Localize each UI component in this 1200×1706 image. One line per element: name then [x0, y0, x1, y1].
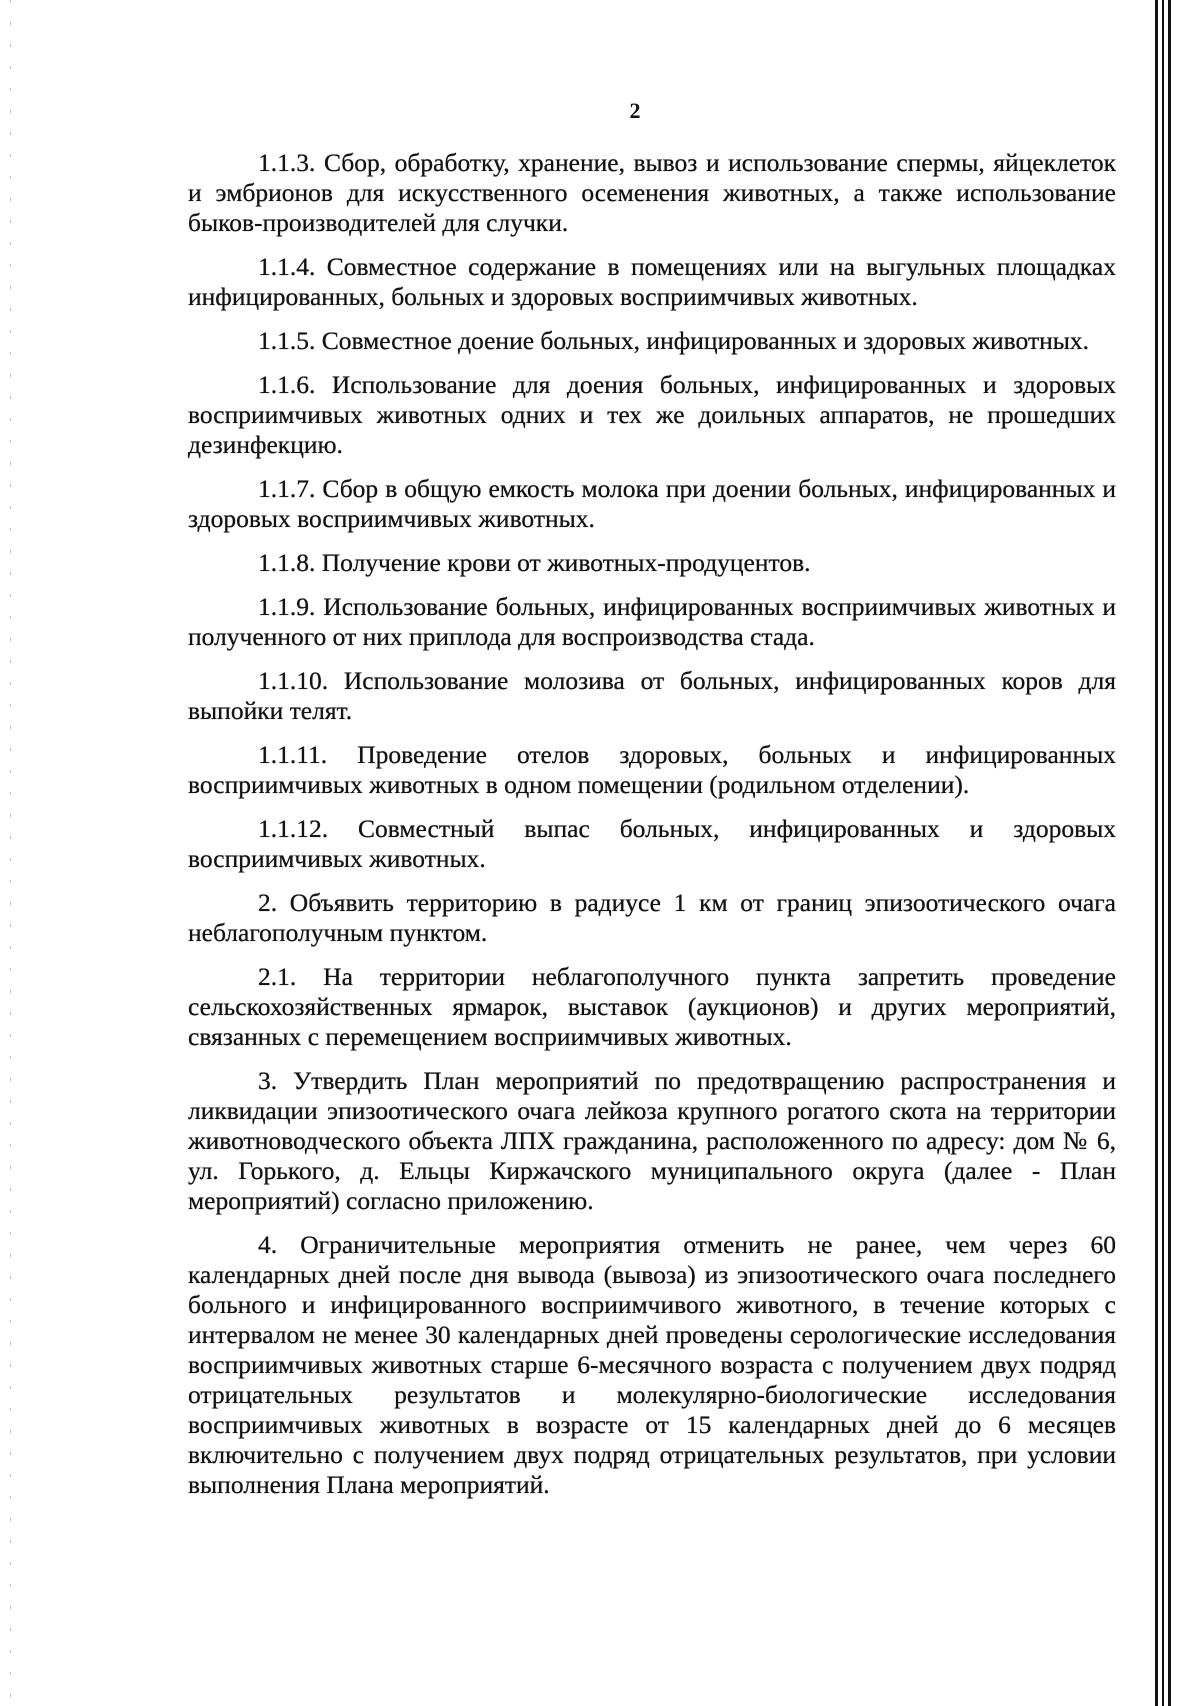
- paragraph-1-1-10: 1.1.10. Использование молозива от больных, инфицированных коров для выпойки телят.: [188, 666, 1116, 725]
- paragraph-2: 2. Объявить территорию в радиусе 1 км от границ эпизоотического очага неблагополучным пунктом.: [188, 888, 1116, 947]
- scan-edge-noise: [10, 0, 11, 1706]
- document-body: [188, 148, 1116, 1514]
- paragraph-1-1-9: 1.1.9. Использование больных, инфицированных восприимчивых животных и полученного от них приплода для воспроизводства стада.: [188, 592, 1116, 651]
- paragraph-3: 3. Утвердить План мероприятий по предотвращению распространения и ликвидации эпизоотического очага лейкоза крупного рогатого скота на территории животноводческого объекта ЛПХ гражданина, расположенного по адресу: дом № 6, ул. Горького, д. Ельцы Киржачского муниципального округа (далее - План мероприятий) согласно приложению.: [188, 1066, 1116, 1215]
- paragraph-2-1: 2.1. На территории неблагополучного пункта запретить проведение сельскохозяйственных ярмарок, выставок (аукционов) и других мероприятий, связанных с перемещением восприимчивых животных.: [188, 962, 1116, 1051]
- paragraph-1-1-3: 1.1.3. Сбор, обработку, хранение, вывоз и использование спермы, яйцеклеток и эмбрионов для искусственного осеменения животных, а также использование быков-производителей для случки.: [188, 148, 1116, 237]
- paragraph-1-1-4: 1.1.4. Совместное содержание в помещениях или на выгульных площадках инфицированных, больных и здоровых восприимчивых животных.: [188, 252, 1116, 311]
- scan-border-line: [1162, 0, 1164, 1706]
- page-number: 2: [629, 98, 641, 123]
- paragraph-1-1-7: 1.1.7. Сбор в общую емкость молока при доении больных, инфицированных и здоровых восприимчивых животных.: [188, 474, 1116, 533]
- scan-border-line: [1168, 0, 1171, 1706]
- paragraph-1-1-6: 1.1.6. Использование для доения больных, инфицированных и здоровых восприимчивых животных одних и тех же доильных аппаратов, не прошедших дезинфекцию.: [188, 370, 1116, 459]
- scan-border-line: [1155, 0, 1158, 1706]
- paragraph-1-1-5: 1.1.5. Совместное доение больных, инфицированных и здоровых животных.: [258, 326, 1090, 355]
- paragraph-1-1-8: 1.1.8. Получение крови от животных-продуцентов.: [258, 548, 811, 577]
- paragraph-1-1-11: 1.1.11. Проведение отелов здоровых, больных и инфицированных восприимчивых животных в одном помещении (родильном отделении).: [188, 740, 1116, 799]
- paragraph-1-1-12: 1.1.12. Совместный выпас больных, инфицированных и здоровых восприимчивых животных.: [188, 814, 1116, 873]
- paragraph-4: 4. Ограничительные мероприятия отменить не ранее, чем через 60 календарных дней после дня вывода (вывоза) из эпизоотического очага последнего больного и инфицированного восприимчивого животного, в течение которых с интервалом не менее 30 календарных дней проведены серологические исследования восприимчивых животных старше 6-месячного возраста с получением двух подряд отрицательных результатов и молекулярно-биологические исследования восприимчивых животных в возрасте от 15 календарных дней до 6 месяцев включительно с получением двух подряд отрицательных результатов, при условии выполнения Плана мероприятий.: [188, 1230, 1116, 1499]
